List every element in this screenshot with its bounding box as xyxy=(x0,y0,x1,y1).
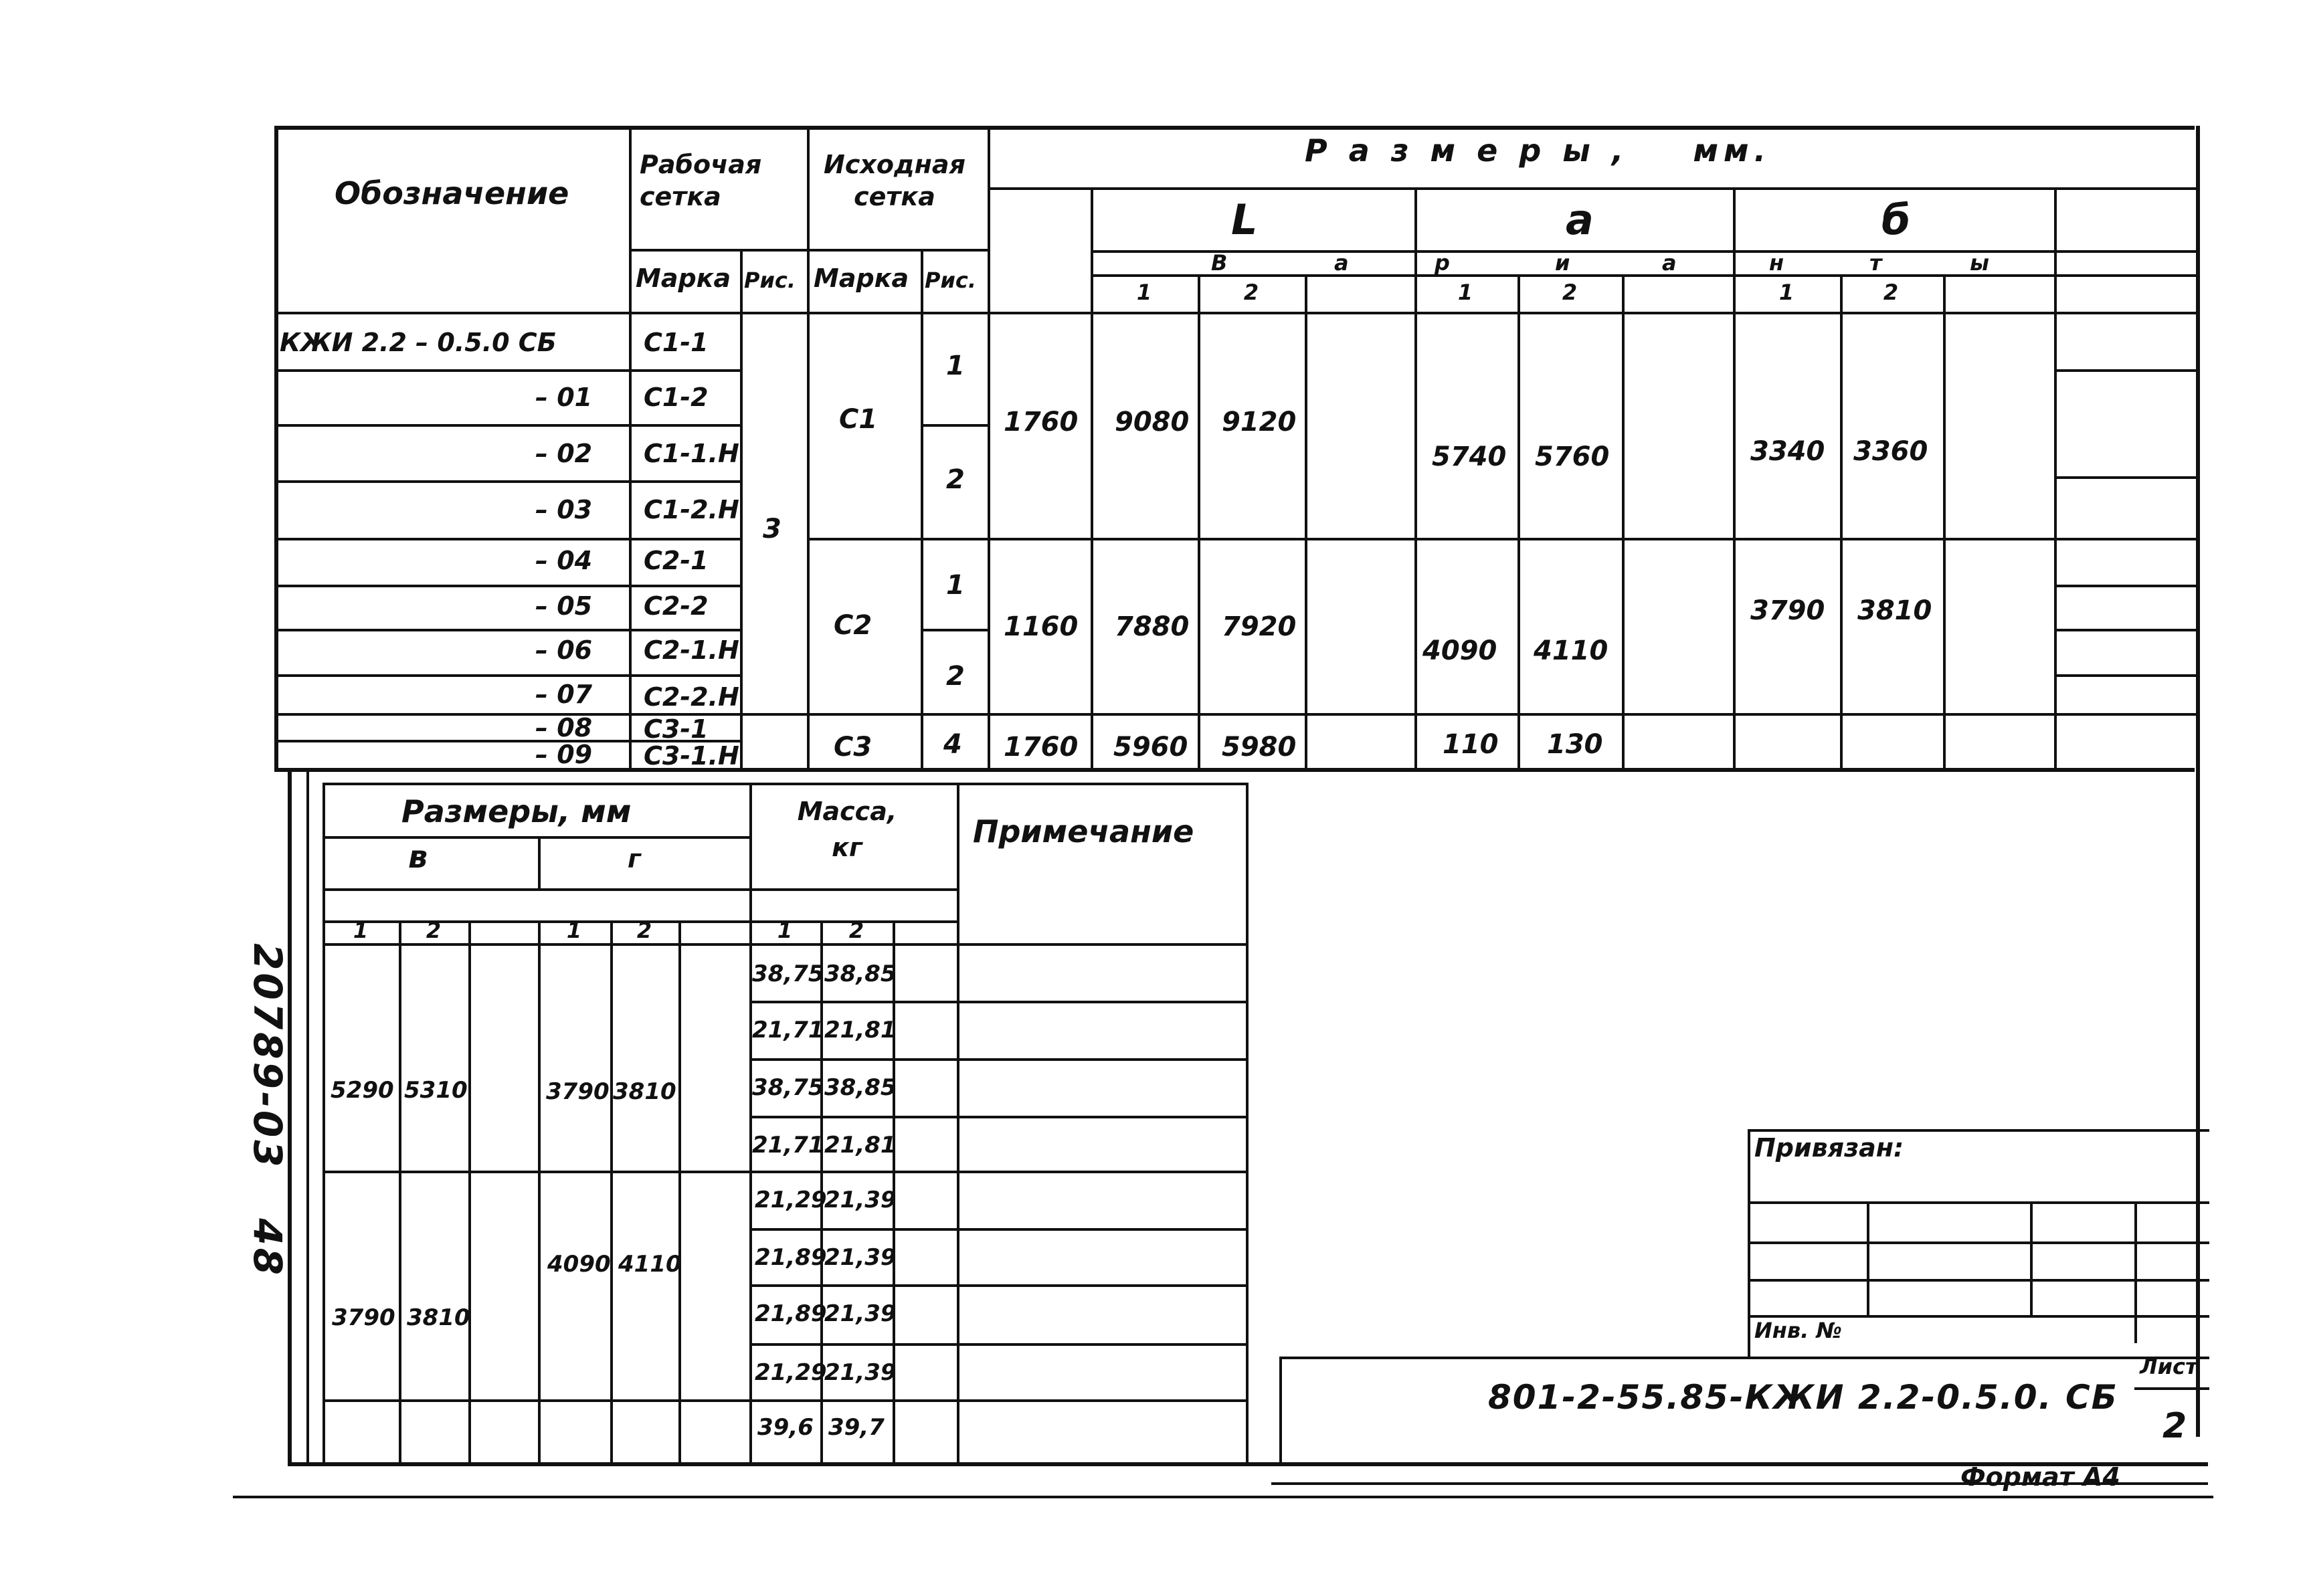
g1-cell: 4090 xyxy=(547,1251,611,1278)
mass-cell: 39,7 xyxy=(828,1414,885,1441)
designation-cell: – 03 xyxy=(535,495,593,524)
variants-letter: н xyxy=(1769,250,1784,276)
l1-cell: 5960 xyxy=(1113,732,1188,763)
v1-cell: 5290 xyxy=(331,1077,394,1104)
a1-cell: 110 xyxy=(1443,729,1499,760)
v2-cell: 3810 xyxy=(407,1304,470,1331)
l2-cell: 5980 xyxy=(1222,732,1297,763)
work-mark-cell: С2-1 xyxy=(644,546,709,575)
dimensions-header: Р а з м е р ы , мм. xyxy=(1305,132,1772,169)
variants-letter: р xyxy=(1435,250,1450,276)
v1-cell: 3790 xyxy=(332,1304,395,1331)
work-mark-cell: С2-1.Н xyxy=(644,635,739,665)
mass-cell: 21,29 xyxy=(755,1359,827,1386)
col-number-2: 2 xyxy=(636,918,652,943)
l2-cell: 9120 xyxy=(1222,407,1297,437)
dim-l-header: L xyxy=(1231,195,1258,244)
work-fig-header: Рис. xyxy=(744,268,796,293)
designation-cell: КЖИ 2.2 – 0.5.0 СБ xyxy=(280,328,557,357)
height-cell: 1160 xyxy=(1004,611,1079,642)
work-mark-cell: С1-2.Н xyxy=(644,495,739,524)
source-fig-cell: 2 xyxy=(946,464,965,495)
col-number-1: 1 xyxy=(566,918,582,943)
format-label: Формат А4 xyxy=(1960,1462,2120,1492)
mass-cell: 21,39 xyxy=(824,1187,897,1213)
work-mark-cell: С1-1.Н xyxy=(644,439,739,468)
a2-cell: 5760 xyxy=(1535,441,1610,472)
l1-cell: 7880 xyxy=(1115,611,1190,642)
source-mark-header: Марка xyxy=(814,264,909,293)
designation-cell: – 05 xyxy=(535,591,593,621)
col-number-2: 2 xyxy=(1562,280,1578,305)
designation-cell: – 07 xyxy=(535,680,593,709)
b1-cell: 3340 xyxy=(1750,436,1825,467)
mass-cell: 21,81 xyxy=(824,1132,897,1159)
col-number-2: 2 xyxy=(1243,280,1259,305)
source-fig-cell: 1 xyxy=(946,351,965,381)
designation-header: Обозначение xyxy=(335,175,569,211)
source-fig-cell: 1 xyxy=(946,570,965,601)
b2-cell: 3360 xyxy=(1853,436,1928,467)
sheet-number: 2 xyxy=(2162,1406,2187,1446)
mass-cell: 21,39 xyxy=(824,1359,897,1386)
designation-cell: – 01 xyxy=(535,383,593,412)
a2-cell: 130 xyxy=(1547,729,1603,760)
col-number-1: 1 xyxy=(777,918,793,943)
bottom-dimensions-header: Размеры, мм xyxy=(401,793,632,829)
height-cell: 1760 xyxy=(1004,407,1079,437)
dim-g-header: г xyxy=(628,844,641,874)
attached-label: Привязан: xyxy=(1754,1133,1904,1163)
side-archive-number: 20789-03 48 xyxy=(245,943,290,1278)
work-mark-header: Марка xyxy=(636,264,731,293)
dim-a-header: а xyxy=(1566,195,1594,244)
col-number-2: 2 xyxy=(426,918,442,943)
designation-cell: – 06 xyxy=(535,635,593,665)
a2-cell: 4110 xyxy=(1534,635,1608,666)
col-number-1: 1 xyxy=(1778,280,1794,305)
mass-cell: 21,89 xyxy=(755,1244,827,1271)
mass-cell: 21,89 xyxy=(755,1300,827,1327)
work-mark-cell: С3-1.Н xyxy=(644,741,739,771)
col-number-1: 1 xyxy=(1457,280,1473,305)
col-number-1: 1 xyxy=(1136,280,1152,305)
designation-cell: – 04 xyxy=(535,546,593,575)
mass-cell: 38,75 xyxy=(752,1074,824,1101)
mass-cell: 21,39 xyxy=(824,1300,897,1327)
g2-cell: 3810 xyxy=(613,1078,676,1105)
mass-cell: 21,71 xyxy=(752,1132,824,1159)
designation-cell: – 08 xyxy=(535,713,593,742)
work-grid-header: Рабочая сетка xyxy=(640,150,762,211)
mass-header: Масса, кг xyxy=(797,797,897,862)
mass-cell: 38,85 xyxy=(824,961,897,987)
source-mark-cell: С3 xyxy=(834,732,872,763)
height-cell: 1760 xyxy=(1004,732,1079,763)
variants-letter: ы xyxy=(1970,250,1989,276)
col-number-1: 1 xyxy=(353,918,369,943)
designation-cell: – 02 xyxy=(535,439,593,468)
b1-cell: 3790 xyxy=(1750,595,1825,626)
source-fig-cell: 4 xyxy=(943,729,962,760)
b2-cell: 3810 xyxy=(1857,595,1932,626)
a1-cell: 5740 xyxy=(1432,441,1507,472)
variants-letter: а xyxy=(1662,250,1677,276)
v2-cell: 5310 xyxy=(404,1077,468,1104)
work-mark-cell: С1-2 xyxy=(644,383,709,412)
variants-letter: и xyxy=(1555,250,1570,276)
variants-letter: В xyxy=(1211,250,1228,276)
note-header: Примечание xyxy=(973,813,1194,850)
variants-letter: т xyxy=(1869,250,1882,276)
dim-v-header: в xyxy=(408,839,428,875)
mass-cell: 38,75 xyxy=(752,961,824,987)
mass-cell: 21,81 xyxy=(824,1017,897,1043)
designation-cell: – 09 xyxy=(535,740,593,769)
mass-cell: 38,85 xyxy=(824,1074,897,1101)
inventory-number-label: Инв. № xyxy=(1754,1318,1842,1343)
source-mark-cell: С2 xyxy=(834,610,872,641)
source-fig-header: Рис. xyxy=(925,268,976,293)
source-fig-cell: 2 xyxy=(946,661,965,692)
l1-cell: 9080 xyxy=(1115,407,1190,437)
work-mark-cell: С2-2 xyxy=(644,591,709,621)
dim-b-header: б xyxy=(1881,195,1911,244)
l2-cell: 7920 xyxy=(1222,611,1297,642)
source-grid-header: Исходная сетка xyxy=(824,150,965,211)
work-mark-cell: С1-1 xyxy=(644,328,709,357)
source-mark-cell: С1 xyxy=(839,404,878,435)
col-number-2: 2 xyxy=(1883,280,1899,305)
mass-cell: 39,6 xyxy=(757,1414,814,1441)
mass-cell: 21,39 xyxy=(824,1244,897,1271)
drawing-code: 801-2-55.85-КЖИ 2.2-0.5.0. СБ xyxy=(1488,1378,2118,1417)
work-mark-cell: С2-2.Н xyxy=(644,682,739,712)
g1-cell: 3790 xyxy=(546,1078,610,1105)
variants-letter: а xyxy=(1334,250,1349,276)
work-mark-cell: С3-1 xyxy=(644,714,709,744)
g2-cell: 4110 xyxy=(618,1251,682,1278)
mass-cell: 21,71 xyxy=(752,1017,824,1043)
a1-cell: 4090 xyxy=(1422,635,1497,666)
sheet-label: Лист xyxy=(2140,1354,2198,1379)
mass-cell: 21,29 xyxy=(755,1187,827,1213)
work-fig-cell: 3 xyxy=(763,514,781,544)
col-number-2: 2 xyxy=(848,918,864,943)
